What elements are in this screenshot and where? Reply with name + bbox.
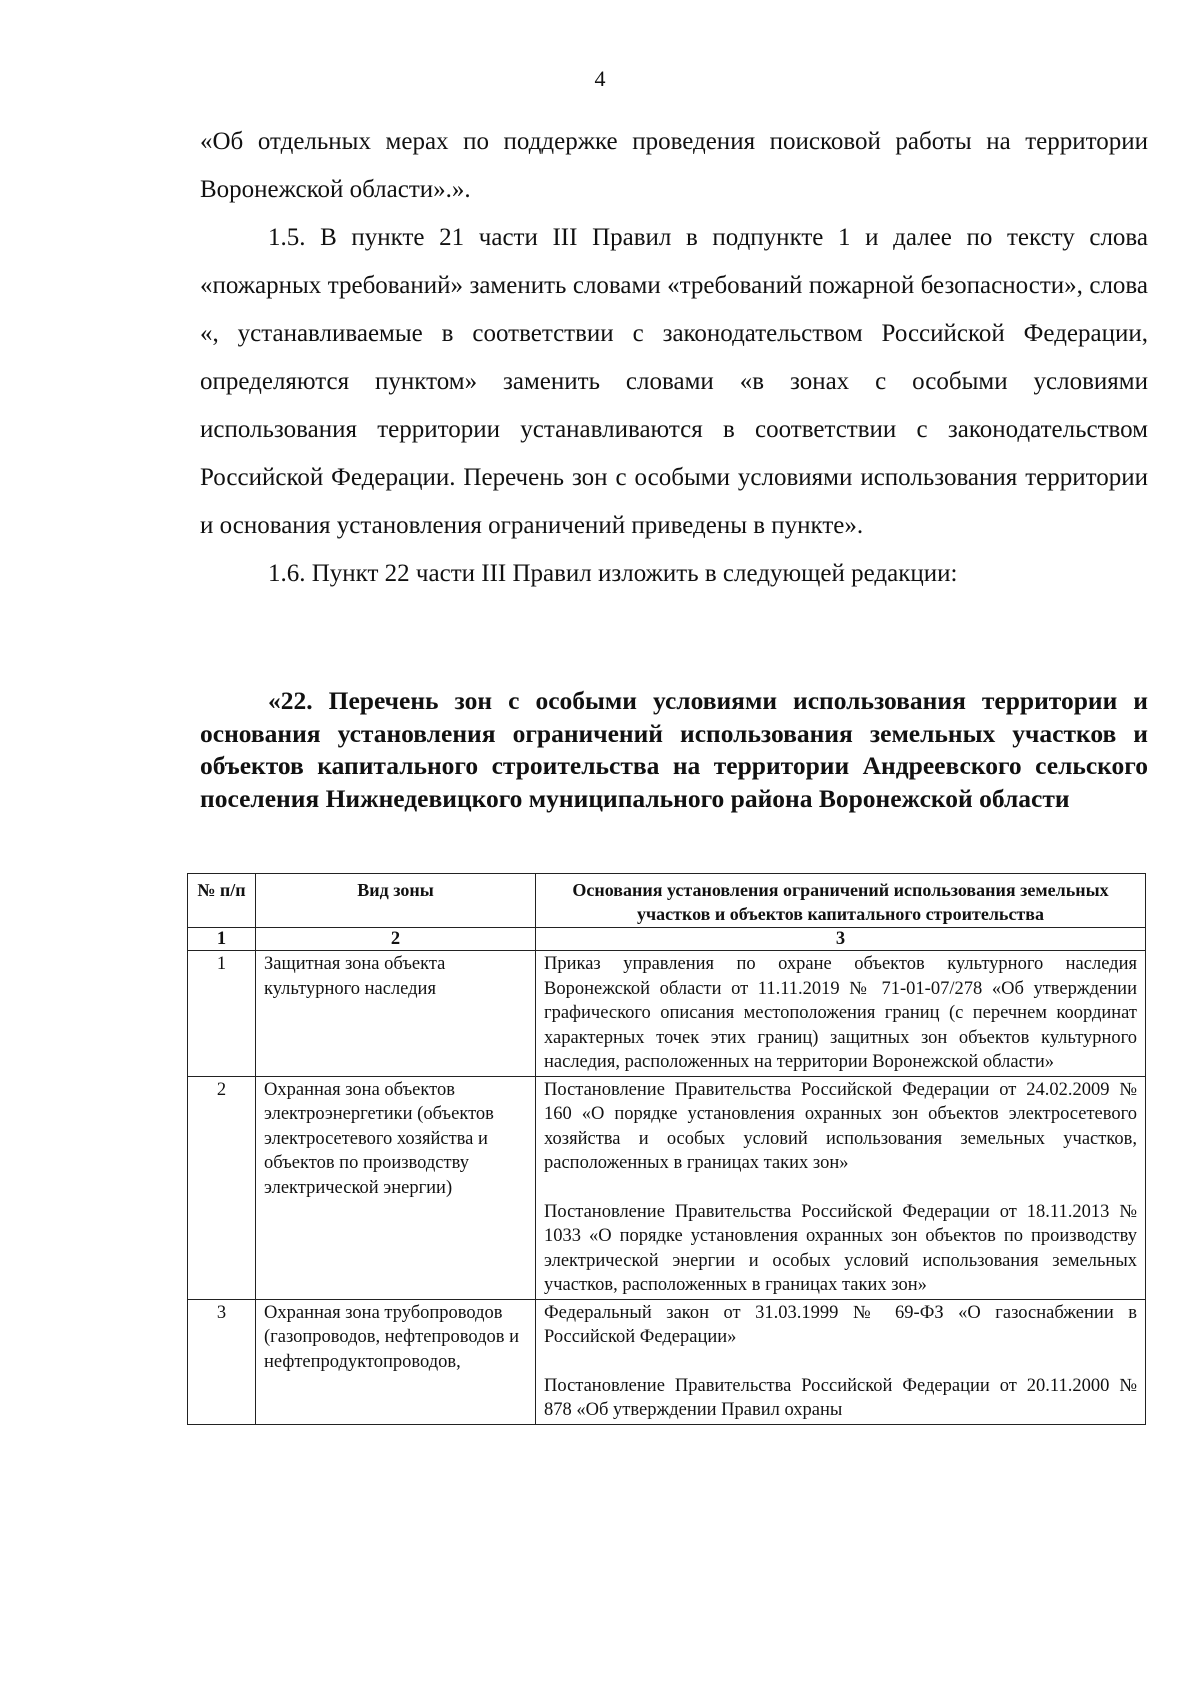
header-number: № п/п	[188, 874, 256, 928]
zone-type-cell: Защитная зона объекта культурного наследия	[256, 951, 536, 1077]
column-number: 1	[188, 928, 256, 951]
table-header-row	[188, 874, 1146, 928]
row-number: 1	[188, 951, 256, 1077]
column-number: 3	[536, 928, 1146, 951]
zone-type-cell: Охранная зона трубопроводов (газопроводов, нефтепроводов и нефтепродуктопроводов,	[256, 1299, 536, 1424]
basis-text: Постановление Правительства Российской Федерации от 20.11.2000 № 878 «Об утверждении Правил охраны	[544, 1375, 1137, 1420]
header-basis: Основания установления ограничений использования земельных участков и объектов капитального строительства	[536, 874, 1146, 928]
basis-text: Приказ управления по охране объектов культурного наследия Воронежской области от 11.11.2019 № 71-01-07/278 «Об утверждении графического описания местоположения границ (с перечнем координат характерных точек этих границ) защитных зон объектов культурного наследия, расположенных на территории Воронежской области»	[544, 954, 1137, 1072]
column-number: 2	[256, 928, 536, 951]
paragraph-1-6: 1.6. Пункт 22 части III Правил изложить в следующей редакции:	[268, 560, 958, 587]
column-number-row	[188, 928, 1146, 951]
header-zone-type: Вид зоны	[256, 874, 536, 928]
basis-text: Постановление Правительства Российской Федерации от 24.02.2009 № 160 «О порядке установления охранных зон объектов электросетевого хозяйства и особых условий использования земельных участков, расположенных в границах таких зон»	[544, 1079, 1137, 1173]
zones-table	[187, 873, 1146, 1425]
zone-type-cell: Охранная зона объектов электроэнергетики (объектов электросетевого хозяйства и объектов по производству электрической энергии)	[256, 1076, 536, 1299]
basis-cell	[536, 951, 1146, 1077]
page-number: 4	[594, 66, 606, 91]
table-row	[188, 1076, 1146, 1299]
basis-text: Постановление Правительства Российской Федерации от 18.11.2013 № 1033 «О порядке установления охранных зон объектов по производству электрической энергии и особых условий использования земельных участков, расположенных в границах таких зон»	[544, 1201, 1137, 1295]
body-text	[200, 118, 1148, 598]
table-row	[188, 1299, 1146, 1424]
paragraph-1-5: 1.5. В пункте 21 части III Правил в подпункте 1 и далее по тексту слова «пожарных требований» заменить словами «требований пожарной безопасности», слова «, устанавливаемые в соответствии с законодательством Российской Федерации, определяются пунктом» заменить словами «в зонах с особыми условиями использования территории устанавливаются в соответствии с законодательством Российской Федерации. Перечень зон с особыми условиями использования территории и основания установления ограничений приведены в пункте».	[200, 224, 1148, 539]
row-number: 3	[188, 1299, 256, 1424]
row-number: 2	[188, 1076, 256, 1299]
basis-cell	[536, 1076, 1146, 1299]
section-heading: «22. Перечень зон с особыми условиями использования территории и основания установления ограничений использования земельных участков и объектов капитального строительства на территории Андреевского сельского поселения Нижнедевицкого муниципального района Воронежской области	[200, 686, 1148, 813]
basis-cell	[536, 1299, 1146, 1424]
table-row	[188, 951, 1146, 1077]
basis-text: Федеральный закон от 31.03.1999 № 69-ФЗ «О газоснабжении в Российской Федерации»	[544, 1302, 1137, 1347]
paragraph-continuation: «Об отдельных мерах по поддержке проведения поисковой работы на территории Воронежской области».».	[200, 128, 1148, 203]
